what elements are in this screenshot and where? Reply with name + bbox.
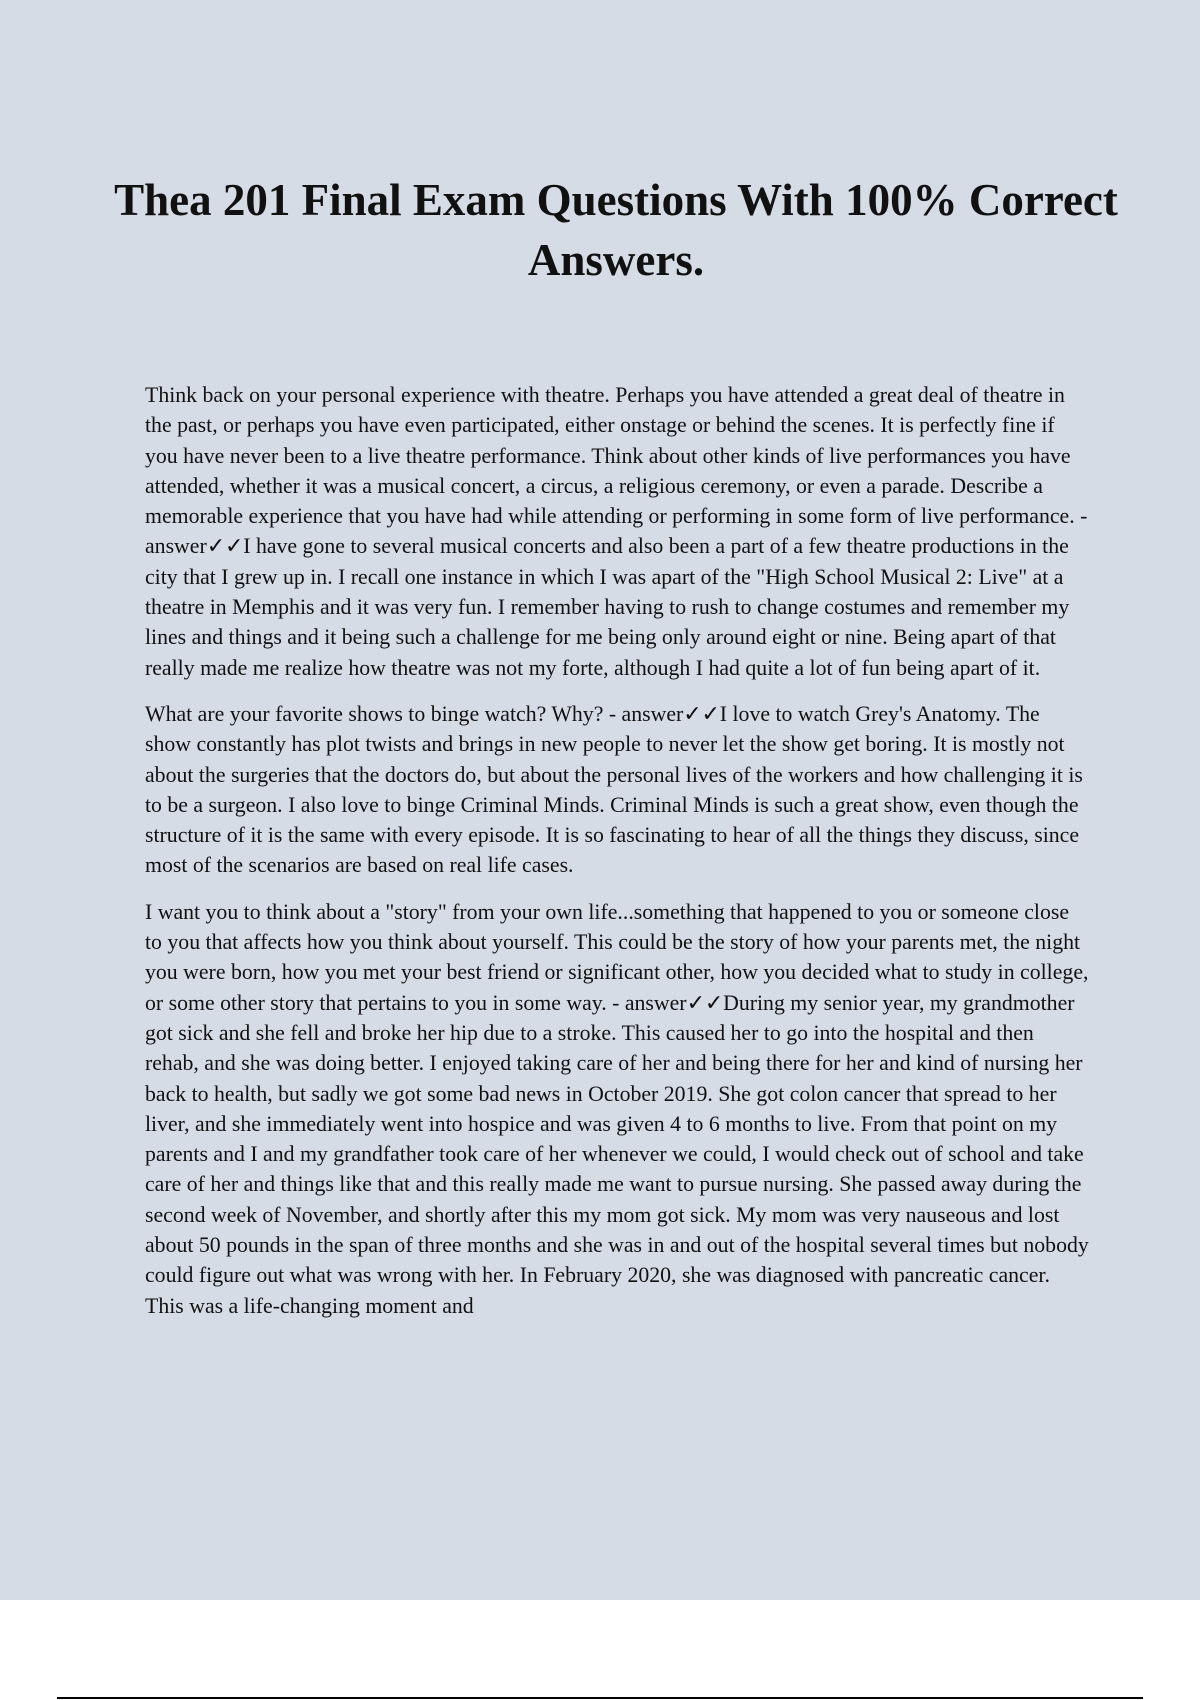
qa-entry-2: What are your favorite shows to binge watch? Why? - answer✓✓I love to watch Grey's Anatomy. The show constantly has plot twists and brings in new people to never let the show get boring. It is mostly not about the surgeries that the doctors do, but about the personal lives of the workers and how challenging it is to be a surgeon. I also love to binge Criminal Minds. Criminal Minds is such a great show, even though the structure of it is the same with every episode. It is so fascinating to hear of all the things they discuss, since most of the scenarios are based on real life cases. <box>145 701 1083 878</box>
document-body <box>145 380 1090 1337</box>
page-bottom-rule <box>57 1697 1143 1699</box>
qa-entry-3: I want you to think about a "story" from your own life...something that happened to you or someone close to you that affects how you think about yourself. This could be the story of how your parents met, the night you were born, how you met your best friend or significant other, how you decided what to study in college, or some other story that pertains to you in some way. - answer✓✓During my senior year, my grandmother got sick and she fell and broke her hip due to a stroke. This caused her to go into the hospital and then rehab, and she was doing better. I enjoyed taking care of her and being there for her and kind of nursing her back to health, but sadly we got some bad news in October 2019. She got colon cancer that spread to her liver, and she immediately went into hospice and was given 4 to 6 months to live. From that point on my parents and I and my grandfather took care of her whenever we could, I would check out of school and take care of her and things like that and this really made me want to pursue nursing. She passed away during the second week of November, and shortly after this my mom got sick. My mom was very nauseous and lost about 50 pounds in the span of three months and she was in and out of the hospital several times but nobody could figure out what was wrong with her. In February 2020, she was diagnosed with pancreatic cancer. This was a life-changing moment and <box>145 899 1089 1318</box>
document-title: Thea 201 Final Exam Questions With 100% Correct Answers. <box>114 175 1118 285</box>
qa-entry-1: Think back on your personal experience with theatre. Perhaps you have attended a great deal of theatre in the past, or perhaps you have even participated, either onstage or behind the scenes. It is perfectly fine if you have never been to a live theatre performance. Think about other kinds of live performances you have attended, whether it was a musical concert, a circus, a religious ceremony, or even a parade. Describe a memorable experience that you have had while attending or performing in some form of live performance. - answer✓✓I have gone to several musical concerts and also been a part of a few theatre productions in the city that I grew up in. I recall one instance in which I was apart of the "High School Musical 2: Live" at a theatre in Memphis and it was very fun. I remember having to rush to change costumes and remember my lines and things and it being such a challenge for me being only around eight or nine. Being apart of that really made me realize how theatre was not my forte, although I had quite a lot of fun being apart of it. <box>145 383 1088 680</box>
